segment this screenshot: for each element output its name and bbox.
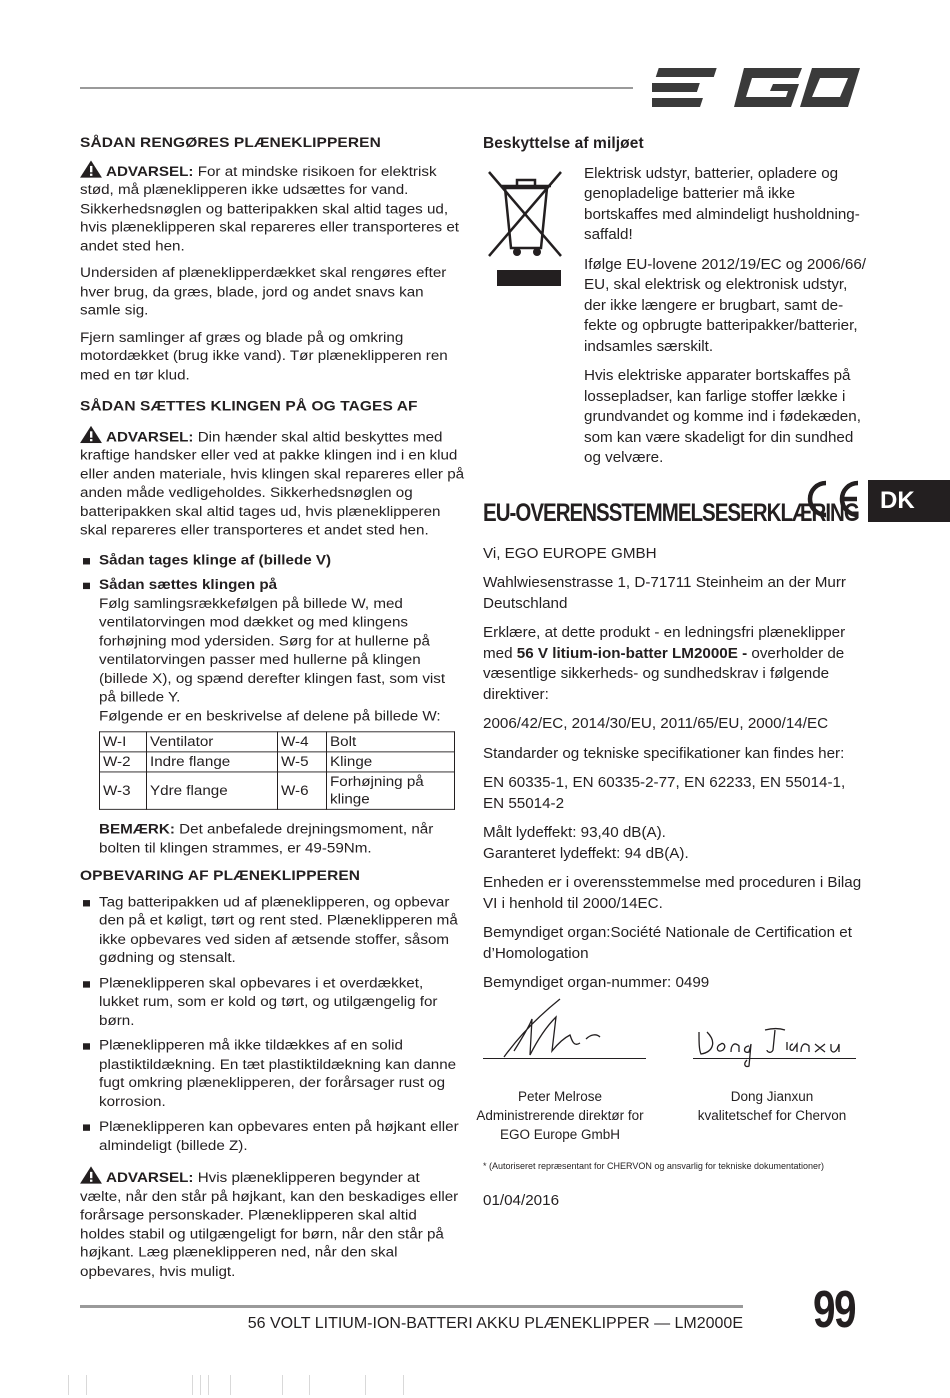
footer-rule: [80, 1305, 743, 1308]
notified-body-number: Bemyndiget organ-nummer: 0499: [483, 974, 710, 991]
table-cell: W-6: [278, 772, 327, 809]
ce-mark: [800, 479, 862, 519]
note-label: BEMÆRK:: [99, 821, 175, 838]
table-cell: Ydre flange: [147, 772, 278, 809]
cleaning-warning: [80, 160, 465, 256]
list-item: [80, 551, 465, 570]
table-cell: Forhøjning på klinge: [327, 772, 455, 809]
blade-warning: [80, 425, 465, 540]
header-rule: [80, 87, 633, 89]
parts-intro: Følgende er en beskrivelse af delene på billede W:: [99, 708, 441, 724]
table-cell: W-5: [278, 752, 327, 772]
note-text: Det anbefalede drejningsmoment, når bolten til klingen strammes, er 49-59Nm.: [99, 821, 434, 856]
language-tab: DK: [868, 480, 950, 522]
signatory-org: EGO Europe GmbH: [499, 1127, 621, 1142]
table-row: [100, 752, 455, 772]
table-cell: W-2: [100, 752, 147, 772]
warning-text: Din hænder skal altid beskyttes med kraftige handsker eller ved at pakke klingen ind i en klud eller anden materiale, hvis klingen skal repareres eller på anden måde vedligeholdes. Sikkerhedsnøglen og batteripakken skal altid tages ud, hvis plæneklipperen skal repareres eller transporteres et andet sted hen.: [80, 429, 465, 539]
bullet-remove-blade: Sådan tages klinge af (billede V): [99, 552, 332, 568]
declaration-company: Vi, EGO EUROPE GMBH: [483, 544, 657, 562]
notified-body: Bemyndiget organ:Société Nationale de Certification et d’Homologation: [483, 924, 852, 962]
warning-label: ADVARSEL:: [106, 1170, 194, 1186]
storage-list: [80, 893, 465, 1155]
noise-measured: Målt lydeffekt: 93,40 dB(A).: [483, 824, 666, 841]
signatory-2: [678, 1087, 866, 1125]
table-cell: Ventilator: [147, 732, 278, 752]
torque-note: [80, 821, 465, 858]
page-number: 99: [813, 1281, 855, 1339]
environment-paragraph-1: Elektrisk udstyr, batterier, opladere og genopladelige batterier må ikke bortskaffes med almindeligt husholdning-saffald!: [584, 164, 860, 243]
storage-heading: OPBEVARING AF PLÆNEKLIPPEREN: [80, 868, 361, 884]
statement-part-2: overholder de væsentlige sikkerheds- og sundhedskrav i følgende direktiver:: [483, 644, 845, 703]
left-column: [80, 134, 465, 1290]
blade-list: [80, 551, 465, 726]
warning-text: Hvis plæneklipperen begynder at vælte, når den står på højkant, kan den beskadiges eller forårsage personskader. Plæneklipperen skal altid holdes stabil og utilgængeligt for børn, når den står på højkant. Læg plæneklipperen ned, når den skal opbevares, hvis muligt.: [80, 1170, 459, 1280]
storage-warning: [80, 1166, 465, 1281]
table-cell: W-I: [100, 732, 147, 752]
footnote: * (Autoriseret repræsentant for CHERVON og ansvarlig for tekniske dokumentationer): [483, 1161, 824, 1171]
warning-text: For at mindske risikoen for elektrisk stød, må plæneklipperen ikke udsættes for vand. Sikkerhedsnøglen og batteripakken skal altid tages ud, hvis plæneklipperen skal repareres eller transporteres et andet sted hen.: [80, 163, 460, 254]
signatory-1: [474, 1087, 646, 1144]
fit-blade-text: Følg samlingsrækkefølgen på billede W, med ventilatorvingen mod dækket og med klingens forhøjning mod ydersiden. Sørg for at hullerne på ventilatorvingen passer med hullerne på klingen (billede X), og spænd derefter klingen fast, som vist på billede Y.: [99, 595, 446, 705]
signature-line: [483, 1058, 646, 1059]
warning-triangle-icon: [80, 1166, 102, 1183]
address-line-1: Wahlwiesenstrasse 1, D-71711 Steinheim an der Murr: [483, 574, 846, 591]
declaration-date: 01/04/2016: [483, 1192, 560, 1209]
ego-logo: [652, 64, 862, 112]
table-cell: Klinge: [327, 752, 455, 772]
table-cell: Indre flange: [147, 752, 278, 772]
table-cell: W-4: [278, 732, 327, 752]
list-item: Plæneklipperen kan opbevares enten på højkant eller almindeligt (billede Z).: [80, 1118, 465, 1155]
noise-guaranteed: Garanteret lydeffekt: 94 dB(A).: [483, 844, 689, 862]
bullet-fit-blade: Sådan sættes klingen på: [99, 577, 278, 593]
signatory-name: Dong Jianxun: [730, 1089, 814, 1104]
declaration-statement: [483, 623, 868, 705]
environment-paragraph-2: Ifølge EU-lovene 2012/19/EC og 2006/66/ EU, skal elektrisk og elektronisk udstyr, der ikke længere er brugbart, samt de-fekte og opbrugte batteripakker/batterier, indsamles særskilt.: [584, 255, 866, 355]
declaration-title: EU-OVERENSSTEMMELSESERKLÆRING: [483, 498, 859, 527]
table-cell: W-3: [100, 772, 147, 809]
signature-peter-melrose: [500, 995, 610, 1061]
standards-intro: Standarder og tekniske specifikationer kan findes her:: [483, 744, 845, 762]
warning-triangle-icon: [80, 425, 102, 442]
address-line-2: Deutschland: [483, 594, 568, 612]
noise-values: [483, 823, 868, 864]
statement-part-1: Erklære, at dette produkt - en ledningsfri plæneklipper med: [483, 624, 846, 662]
list-item: Plæneklipperen må ikke tildækkes af en solid plastiktildækning. En tæt plastiktildækning kan danne fugt omkring plæneklipperen, der forårsager rust og korrosion.: [80, 1037, 465, 1112]
cleaning-paragraph-2: Fjern samlinger af græs og blade på og omkring motordækket (brug ikke vand). Tør plæneklipperen ren med en tør klud.: [80, 329, 448, 383]
print-marks: [0, 1375, 450, 1395]
directives: 2006/42/EC, 2014/30/EU, 2011/65/EU, 2000/14/EC: [483, 715, 829, 732]
environment-paragraph-3: Hvis elektriske apparater bortskaffes på lossepladser, kan farlige stoffer lække i grundvandet og komme ind i fødekæden, som kan være skadeligt for din sundhed og velvære.: [584, 367, 861, 466]
procedure: Enheden er i overensstemmelse med proceduren i Bilag VI i henhold til 2000/14EC.: [483, 874, 862, 912]
list-item: [80, 576, 465, 726]
right-column: [483, 134, 868, 1003]
signatory-name: Peter Melrose: [517, 1089, 603, 1104]
signature-dong-jianxun: [693, 1022, 853, 1070]
footer-text: 56 VOLT LITIUM-ION-BATTERI AKKU PLÆNEKLIPPER — LM2000E: [247, 1315, 743, 1332]
blade-heading: SÅDAN SÆTTES KLINGEN PÅ OG TAGES AF: [80, 398, 418, 414]
declaration-address: [483, 573, 868, 614]
warning-triangle-icon: [80, 160, 102, 177]
statement-product: 56 V litium-ion-batter LM2000E -: [516, 644, 748, 662]
environment-text: [584, 164, 868, 469]
warning-label: ADVARSEL:: [106, 163, 194, 180]
table-cell: Bolt: [327, 732, 455, 752]
environment-heading: Beskyttelse af miljøet: [483, 135, 644, 152]
table-row: [100, 732, 455, 752]
signature-line: [693, 1058, 856, 1059]
cleaning-heading: SÅDAN RENGØRES PLÆNEKLIPPEREN: [80, 134, 381, 151]
list-item: Plæneklipperen skal opbevares i et overdækket, lukket rum, som er kold og tørt, og utilgængelig for børn.: [80, 974, 465, 1030]
list-item: Tag batteripakken ud af plæneklipperen, og opbevar den på et køligt, tørt og rent sted. Plæneklipperen må ikke opbevares ved siden af ætsende stoffer, såsom gødning og stensalt.: [80, 893, 465, 968]
standards-list: EN 60335-1, EN 60335-2-77, EN 62233, EN 55014-1, EN 55014-2: [483, 774, 846, 812]
cleaning-paragraph-1: Undersiden af plæneklipperdækket skal rengøres efter hver brug, da græs, blade, jord og andet snavs kan samle sig.: [80, 265, 447, 319]
parts-table: [99, 731, 455, 809]
signatory-title: Administrerende direktør for: [476, 1108, 644, 1123]
warning-label: ADVARSEL:: [106, 429, 194, 445]
signatory-title: kvalitetschef for Chervon: [697, 1108, 847, 1123]
table-row: [100, 772, 455, 809]
